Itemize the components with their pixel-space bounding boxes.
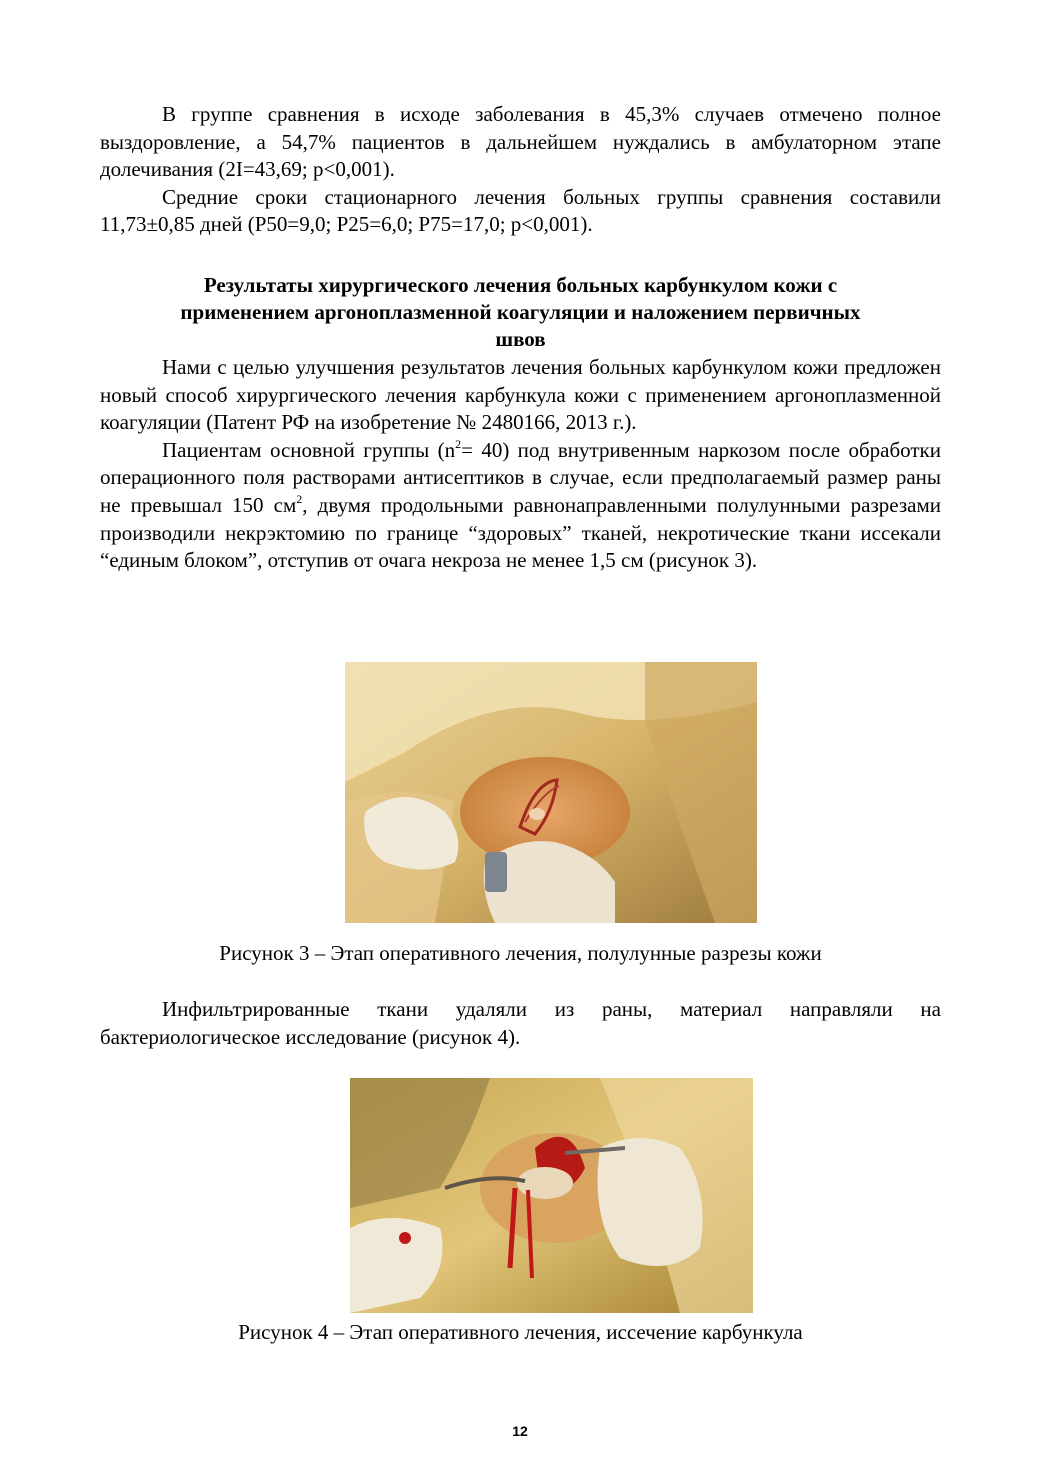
paragraph-method — [100, 354, 941, 575]
surgery-incision-image — [345, 662, 757, 923]
paragraph-text: Нами с целью улучшения результатов лечения больных карбункулом кожи предложен новый способ хирургического лечения карбункула кожи с применением аргоноплазменной коагуляции (Патент РФ на изобретение № 2480166, 2013 г.). — [100, 355, 941, 435]
paragraph-text: Средние сроки стационарного лечения больных группы сравнения составили 11,73±0,85 дней (Р50=9,0; Р25=6,0; Р75=17,0; р<0,001). — [100, 184, 941, 237]
heading-line: швов — [495, 327, 546, 351]
heading-line: Результаты хирургического лечения больных карбункулом кожи с — [203, 273, 838, 297]
figure-4-photo — [350, 1078, 753, 1313]
figure-4-caption: Рисунок 4 – Этап оперативного лечения, иссечение карбункула — [238, 1320, 803, 1344]
paragraph-comparison-outcome — [100, 101, 941, 239]
paragraph-text: Инфильтрированные ткани удаляли из раны, материал направляли на бактериологическое исследование (рисунок 4). — [100, 997, 941, 1049]
heading-line: применением аргоноплазменной коагуляции и наложением первичных — [180, 300, 861, 324]
figure-3-caption: Рисунок 3 – Этап оперативного лечения, полулунные разрезы кожи — [219, 941, 822, 965]
paragraph-infiltrated-tissue — [100, 996, 941, 1051]
surgery-excision-image — [350, 1078, 753, 1313]
paragraph-text: В группе сравнения в исходе заболевания в 45,3% случаев отмечено полное выздоровление, а 54,7% пациентов в дальнейшем нуждались в амбулаторном этапе долечивания (2I=43,69; р<0,001). — [100, 102, 941, 182]
figure-3-photo — [345, 662, 757, 923]
section-heading — [100, 272, 941, 353]
paragraph-text: Пациентам основной группы $(n^2= 40)$ под внутривенным наркозом после обработки операционного поля растворами антисептиков в случае, если предполагаемый размер раны не превышал 150 $см^2$, двумя продольными равнонаправленными полулунными разрезами производили некрэктомию по границе “здоровых” тканей, некротические ткани иссекали “единым блоком”, отступив от очага некроза не менее 1,5 см (рисунок 3). — [100, 436, 941, 573]
page-number: 12 — [512, 1423, 528, 1439]
